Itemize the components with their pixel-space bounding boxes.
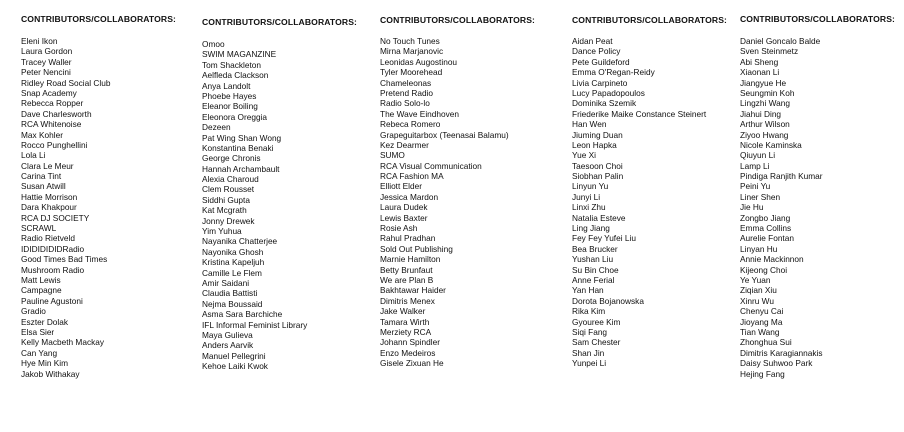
contributor-name: RCA Whitenoise <box>21 119 82 130</box>
contributor-name: Aurelie Fontan <box>740 233 794 244</box>
contributor-name: Rebeca Romero <box>380 119 441 130</box>
contributor-name: Matt Lewis <box>21 274 61 285</box>
contributor-name: Campagne <box>21 285 62 296</box>
contributor-name: RCA DJ SOCIETY <box>21 212 90 223</box>
contributor-name: Lola Li <box>21 150 46 161</box>
contributor-name: Pretend Radio <box>380 87 434 98</box>
contributor-name: IDIDIDIDIDRadio <box>21 243 85 254</box>
contributor-name: Ridley Road Social Club <box>21 77 111 88</box>
contributor-list <box>21 36 176 379</box>
contributor-name: Tian Wang <box>740 326 780 337</box>
contributor-name: Ye Yuan <box>740 274 771 285</box>
contributor-name: Dominika Szemik <box>572 98 637 109</box>
contributor-name: Jessica Mardon <box>380 191 439 202</box>
contributor-name: Bea Brucker <box>572 243 618 254</box>
contributor-name: Daisy Suhwoo Park <box>740 358 813 369</box>
contributor-name: Maya Gulieva <box>202 329 253 340</box>
contributor-name: Gisele Zixuan He <box>380 358 444 369</box>
contributor-name: Yunpei Li <box>572 358 607 369</box>
contributor-name: SCRAWL <box>21 223 57 234</box>
contributor-name: Zhonghua Sui <box>740 337 792 348</box>
contributor-name: Konstantina Benaki <box>202 142 274 153</box>
contributor-name: Livia Carpineto <box>572 77 628 88</box>
contributor-name: Emma O'Regan-Reidy <box>572 67 655 78</box>
contributor-name: Leonidas Augostinou <box>380 56 458 67</box>
contributor-name: Ziqian Xiu <box>740 285 777 296</box>
contributor-name: Radio Rietveld <box>21 233 75 244</box>
contributor-name: Nicole Kaminska <box>740 139 802 150</box>
contributor-name: Phoebe Hayes <box>202 90 257 101</box>
contributor-name: Omoo <box>202 39 225 49</box>
contributor-name: Ziyoo Hwang <box>740 129 789 140</box>
contributor-name: Rahul Pradhan <box>380 233 436 244</box>
contributor-name: Camille Le Flem <box>202 267 262 278</box>
contributor-name: Yan Han <box>572 285 604 296</box>
contributor-name: Lewis Baxter <box>380 212 428 223</box>
contributor-name: Dave Charlesworth <box>21 108 92 119</box>
contributor-name: Hejing Fang <box>740 368 785 379</box>
contributor-name: Daniel Goncalo Balde <box>740 36 821 46</box>
contributor-name: Nayanika Chatterjee <box>202 236 278 247</box>
contributor-name: Anders Aarvik <box>202 340 254 351</box>
contributor-name: Aidan Peat <box>572 36 613 46</box>
contributor-name: Seungmin Koh <box>740 87 795 98</box>
contributor-name: Asma Sara Barchiche <box>202 309 283 320</box>
contributor-name: Hattie Morrison <box>21 191 78 202</box>
contributor-name: Gyouree Kim <box>572 316 621 327</box>
contributor-name: Fey Fey Yufei Liu <box>572 233 636 244</box>
contributor-name: Yim Yuhua <box>202 226 242 237</box>
contributor-name: Dimitris Menex <box>380 295 435 306</box>
contributor-name: Elsa Sier <box>21 326 55 337</box>
contributor-name: Manuel Pellegrini <box>202 350 266 361</box>
contributor-name: Max Kohler <box>21 129 63 140</box>
contributor-name: IFL Informal Feminist Library <box>202 319 308 330</box>
contributor-name: Kristina Kapeljuh <box>202 257 265 268</box>
contributor-name: Chenyu Cai <box>740 306 784 317</box>
contributor-name: Sam Chester <box>572 337 621 348</box>
contributor-name: Natalia Esteve <box>572 212 626 223</box>
contributor-name: Linyan Hu <box>740 243 778 254</box>
contributor-name: Pindiga Ranjith Kumar <box>740 171 823 182</box>
contributor-name: Tyler Moorehead <box>380 67 443 78</box>
contributor-name: Jiuming Duan <box>572 129 623 140</box>
contributor-name: Dorota Bojanowska <box>572 295 644 306</box>
contributors-column-5 <box>740 14 895 379</box>
contributor-name: Clara Le Meur <box>21 160 74 171</box>
contributor-name: Taesoon Choi <box>572 160 623 171</box>
contributor-name: RCA Visual Communication <box>380 160 482 171</box>
contributor-name: Pat Wing Shan Wong <box>202 132 282 143</box>
contributor-name: Jake Walker <box>380 306 426 317</box>
contributor-name: Kijeong Choi <box>740 264 788 275</box>
contributor-name: Peini Yu <box>740 181 771 192</box>
contributor-name: Rebecca Ropper <box>21 98 84 109</box>
contributor-name: Laura Dudek <box>380 202 428 213</box>
contributor-name: Jonny Drewek <box>202 215 255 226</box>
contributor-name: Bakhtawar Haider <box>380 285 446 296</box>
contributor-name: Han Wen <box>572 119 607 130</box>
contributor-name: Eleonora Oreggia <box>202 111 268 122</box>
contributor-name: Rika Kim <box>572 306 606 317</box>
contributor-name: Hye Min Kim <box>21 358 69 369</box>
contributor-name: Mushroom Radio <box>21 264 85 275</box>
contributor-name: Alexia Charoud <box>202 174 259 185</box>
column-heading: CONTRIBUTORS/COLLABORATORS: <box>380 15 535 25</box>
contributor-name: SWIM MAGANZINE <box>202 49 277 60</box>
contributor-name: Claudia Battisti <box>202 288 258 299</box>
column-heading: CONTRIBUTORS/COLLABORATORS: <box>21 14 176 24</box>
contributor-name: Anya Landolt <box>202 80 251 91</box>
contributors-column-2 <box>202 17 357 372</box>
contributor-name: Jiahui Ding <box>740 108 782 119</box>
contributor-name: Sven Steinmetz <box>740 46 799 57</box>
contributor-name: Peter Nencini <box>21 67 71 78</box>
contributor-name: Shan Jin <box>572 347 605 358</box>
contributor-name: Snap Academy <box>21 87 77 98</box>
contributor-name: RCA Fashion MA <box>380 171 444 182</box>
contributor-name: George Chronis <box>202 153 261 164</box>
contributor-name: Gradio <box>21 306 46 317</box>
contributor-name: Siddhi Gupta <box>202 194 250 205</box>
contributor-name: Marnie Hamilton <box>380 254 441 265</box>
contributor-name: Laura Gordon <box>21 46 73 57</box>
contributor-name: Ling Jiang <box>572 223 610 234</box>
contributor-name: Friederike Maike Constance Steinert <box>572 108 707 119</box>
contributor-name: Tom Shackleton <box>202 59 262 70</box>
contributor-name: Kez Dearmer <box>380 139 429 150</box>
contributor-name: The Wave Eindhoven <box>380 108 460 119</box>
contributor-name: Carina Tint <box>21 171 62 182</box>
contributor-name: Dance Policy <box>572 46 621 57</box>
contributor-name: Aelfleda Clackson <box>202 70 269 81</box>
contributor-name: Can Yang <box>21 347 58 358</box>
contributor-name: Anne Ferial <box>572 274 615 285</box>
contributor-name: Dimitris Karagiannakis <box>740 347 823 358</box>
contributor-name: Xiaonan Li <box>740 67 780 78</box>
contributor-name: Qiuyun Li <box>740 150 776 161</box>
contributor-name: Nayonika Ghosh <box>202 246 264 257</box>
contributor-name: Eleni Ikon <box>21 36 58 46</box>
contributors-column-3 <box>380 15 535 369</box>
contributor-name: Siobhan Palin <box>572 171 624 182</box>
contributor-name: Su Bin Choe <box>572 264 619 275</box>
contributor-name: Tracey Waller <box>21 56 72 67</box>
contributors-column-4 <box>572 15 727 369</box>
contributor-name: Arthur Wilson <box>740 119 790 130</box>
contributor-name: We are Plan B <box>380 274 434 285</box>
contributor-name: Kat Mcgrath <box>202 205 247 216</box>
column-heading: CONTRIBUTORS/COLLABORATORS: <box>740 14 895 24</box>
contributor-name: Jioyang Ma <box>740 316 783 327</box>
contributor-name: Siqi Fang <box>572 326 608 337</box>
contributor-name: Dara Khakpour <box>21 202 77 213</box>
contributor-name: SUMO <box>380 150 405 161</box>
contributor-name: Jakob Withakay <box>21 368 80 379</box>
contributor-name: Leon Hapka <box>572 139 617 150</box>
contributor-name: Amir Saidani <box>202 277 250 288</box>
contributor-name: Liner Shen <box>740 191 781 202</box>
contributor-name: Merziety RCA <box>380 326 432 337</box>
contributor-name: Rosie Ash <box>380 223 418 234</box>
contributor-name: Abi Sheng <box>740 56 779 67</box>
contributor-name: Yushan Liu <box>572 254 614 265</box>
contributor-name: Mirna Marjanovic <box>380 46 444 57</box>
contributor-name: Enzo Medeiros <box>380 347 436 358</box>
contributor-name: Kehoe Laiki Kwok <box>202 361 268 372</box>
contributor-name: Johann Spindler <box>380 337 440 348</box>
contributor-name: Annie Mackinnon <box>740 254 804 265</box>
contributor-name: Elliott Elder <box>380 181 422 192</box>
contributors-column-1 <box>21 14 176 379</box>
contributor-name: Sold Out Publishing <box>380 243 453 254</box>
contributor-name: Linxi Zhu <box>572 202 606 213</box>
contributor-name: Kelly Macbeth Mackay <box>21 337 105 348</box>
contributor-name: Betty Brunfaut <box>380 264 433 275</box>
contributor-name: Junyi Li <box>572 191 601 202</box>
contributor-list <box>740 36 895 379</box>
contributor-name: Chameleonas <box>380 77 432 88</box>
contributor-name: Hannah Archambault <box>202 163 280 174</box>
contributor-name: Eszter Dolak <box>21 316 69 327</box>
contributor-name: Eleanor Boiling <box>202 101 258 112</box>
column-heading: CONTRIBUTORS/COLLABORATORS: <box>202 17 357 27</box>
contributor-name: No Touch Tunes <box>380 36 440 46</box>
contributor-name: Zongbo Jiang <box>740 212 791 223</box>
contributor-name: Good Times Bad Times <box>21 254 108 265</box>
contributor-list <box>572 36 727 369</box>
contributor-list <box>380 36 535 369</box>
contributor-name: Jiangyue He <box>740 77 787 88</box>
contributor-name: Tamara Wirth <box>380 316 430 327</box>
contributor-name: Nejma Boussaid <box>202 298 263 309</box>
contributor-name: Emma Collins <box>740 223 792 234</box>
contributor-name: Xinru Wu <box>740 295 774 306</box>
contributor-name: Lamp Li <box>740 160 770 171</box>
contributor-name: Grapeguitarbox (Teenasai Balamu) <box>380 129 509 140</box>
contributor-name: Clem Rousset <box>202 184 255 195</box>
contributor-name: Yue Xi <box>572 150 596 161</box>
contributor-list <box>202 39 357 372</box>
contributor-name: Susan Atwill <box>21 181 66 192</box>
contributor-name: Jie Hu <box>740 202 764 213</box>
contributor-name: Pauline Agustoni <box>21 295 83 306</box>
contributor-name: Lucy Papadopoulos <box>572 87 645 98</box>
contributor-name: Pete Guildeford <box>572 56 630 67</box>
contributor-name: Dezeen <box>202 122 231 133</box>
contributor-name: Linyun Yu <box>572 181 609 192</box>
contributor-name: Lingzhi Wang <box>740 98 790 109</box>
contributor-name: Rocco Punghellini <box>21 139 88 150</box>
contributor-name: Radio Solo-lo <box>380 98 430 109</box>
column-heading: CONTRIBUTORS/COLLABORATORS: <box>572 15 727 25</box>
